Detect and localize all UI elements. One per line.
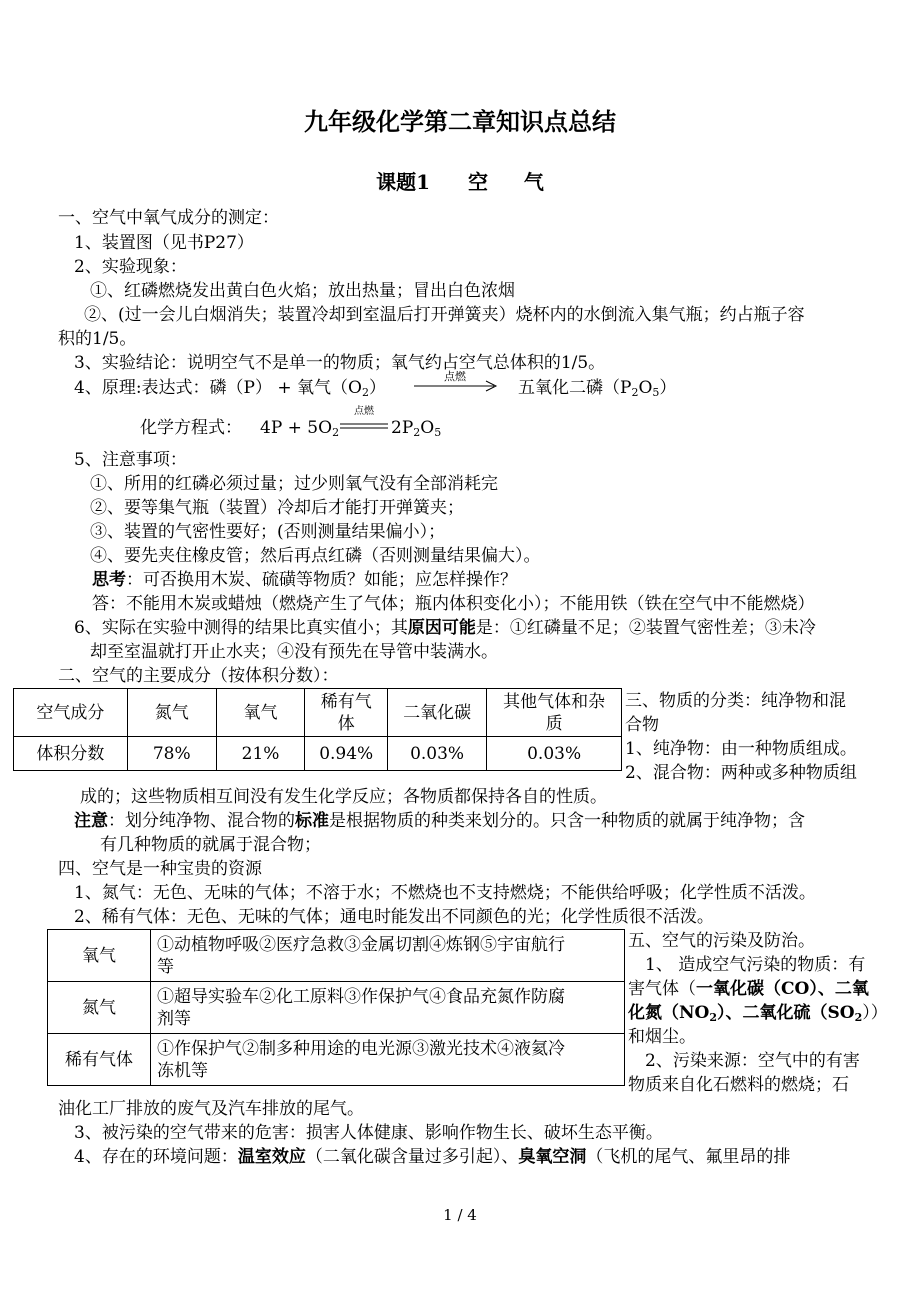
s4-nitrogen: 1、氮气：无色、无味的气体；不溶于水；不燃烧也不支持燃烧；不能供给呼吸；化学性质不活泼。 (74, 883, 816, 903)
table-cell: ①作保护气②制多种用途的电光源③激光技术④液氦冷 冻机等 (151, 1034, 625, 1086)
page-title: 九年级化学第二章知识点总结 (304, 107, 616, 136)
s5-p1a: 1、 造成空气污染的物质：有 (645, 955, 866, 975)
gas-uses-table (47, 929, 625, 1086)
subtitle-char-1: 空 (467, 170, 488, 194)
table-header: 空气成分 (14, 689, 128, 737)
s5-p1c: 化氮$(NO_2)$、二氧化硫$(SO_2)$） (628, 1003, 888, 1024)
s3-note-cont: 有几种物质的就属于混合物； (100, 835, 321, 855)
arrow-icon (410, 370, 500, 400)
s5-p2c: 油化工厂排放的废气及汽车排放的尾气。 (58, 1099, 364, 1119)
chemical-equation-label: 化学方程式： (140, 418, 242, 438)
s1-heading: 一、空气中氧气成分的测定： (58, 208, 279, 228)
s5-heading: 五、空气的污染及防治。 (628, 931, 815, 951)
table-cell: 0.03% (487, 737, 622, 771)
s5-p2b: 物质来自化石燃料的燃烧；石 (628, 1075, 849, 1095)
s1-phenomenon-2a: ②、(过一会儿白烟消失；装置冷却到室温后打开弹簧夹）烧杯内的水倒流入集气瓶；约占瓶子容 (84, 305, 805, 325)
table-cell: 0.03% (387, 737, 486, 771)
s1-note-1: ①、所用的红磷必须过量；过少则氧气没有全部消耗完 (90, 474, 498, 494)
s2-heading: 二、空气的主要成分（按体积分数）： (58, 666, 339, 686)
s1-item6-cont: 却至室温就打开止水夹；④没有预先在导管中装满水。 (90, 642, 498, 662)
s1-item5: 5、注意事项： (74, 450, 187, 470)
table-cell: 21% (216, 737, 305, 771)
section-subtitle (0, 169, 920, 195)
table-header: 稀有气 体 (305, 689, 388, 737)
table-cell: 78% (127, 737, 216, 771)
s3-heading-b: 合物 (625, 715, 659, 735)
reaction-arrow (410, 370, 500, 400)
s1-think: 思考：可否换用木炭、硫磺等物质？如能；应怎样操作？ (92, 570, 517, 590)
subtitle-char-2: 气 (523, 170, 544, 194)
s5-p2a: 2、污染来源：空气中的有害 (645, 1051, 860, 1071)
s1-phenomenon-2b: 积的1/5。 (58, 329, 137, 349)
s1-item3: 3、实验结论：说明空气不是单一的物质；氧气约占空气总体积的1/5。 (74, 353, 606, 373)
s1-item4-product: 五氧化二磷$(P_2O_5)$ (518, 378, 677, 399)
table-header: 氮气 (127, 689, 216, 737)
subtitle-topic: 课题1 (376, 170, 431, 194)
s1-note-2: ②、要等集气瓶（装置）冷却后才能打开弹簧夹； (90, 498, 464, 518)
s5-p1d: 和烟尘。 (628, 1027, 696, 1047)
s1-phenomenon-1: ①、红磷燃烧发出黄白色火焰；放出热量；冒出白色浓烟 (90, 281, 515, 301)
s4-rare-gas: 2、稀有气体：无色、无味的气体；通电时能发出不同颜色的光；化学性质很不活泼。 (74, 907, 714, 927)
s5-p4: 4、存在的环境问题：温室效应（二氧化碳含量过多引起）、臭氧空洞（飞机的尾气、氟里昂的排 (74, 1147, 791, 1167)
chemical-equation-left: $4P + 5O_2$ (260, 418, 340, 439)
s1-item6: 6、实际在实验中测得的结果比真实值小；其原因可能是：①红磷量不足；②装置气密性差；③未冷 (74, 618, 816, 638)
equation-equals (338, 406, 390, 436)
table-header: 其他气体和杂 质 (487, 689, 622, 737)
table-row (14, 737, 622, 771)
table-cell: 稀有气体 (48, 1034, 151, 1086)
equation-condition: 点燃 (354, 406, 374, 417)
table-header: 二氧化碳 (387, 689, 486, 737)
s1-answer: 答：不能用木炭或蜡烛（燃烧产生了气体；瓶内体积变化小）；不能用铁（铁在空气中不能燃烧） (92, 594, 815, 614)
table-row (48, 1034, 625, 1086)
s3-mixture-b: 成的；这些物质相互间没有发生化学反应；各物质都保持各自的性质。 (80, 787, 607, 807)
table-cell: 氮气 (48, 982, 151, 1034)
chemical-equation-right: $2P_2O_5$ (391, 418, 442, 439)
s3-mixture-a: 2、混合物：两种或多种物质组 (625, 763, 857, 783)
s3-note: 注意：划分纯净物、混合物的标准是根据物质的种类来划分的。只含一种物质的就属于纯净物；含 (74, 811, 805, 831)
table-row (48, 982, 625, 1034)
air-composition-table (13, 688, 622, 771)
table-cell: 氧气 (48, 930, 151, 982)
s3-heading-a: 三、物质的分类：纯净物和混 (625, 691, 846, 711)
s1-item4: 4、原理:表达式：磷（P） + 氧气$(O_2)$ (74, 378, 386, 399)
s1-item2: 2、实验现象： (74, 257, 187, 277)
table-cell: 体积分数 (14, 737, 128, 771)
table-cell: 0.94% (305, 737, 388, 771)
page-number: 1 / 4 (443, 1206, 477, 1224)
double-line-icon (338, 406, 390, 436)
arrow-condition: 点燃 (444, 370, 466, 383)
table-row (14, 689, 622, 737)
s4-heading: 四、空气是一种宝贵的资源 (58, 859, 262, 879)
table-cell: ①超导实验车②化工原料③作保护气④食品充氮作防腐 剂等 (151, 982, 625, 1034)
s1-item1: 1、装置图（见书P27） (74, 233, 254, 253)
s1-note-4: ④、要先夹住橡皮管；然后再点红磷（否则测量结果偏大）。 (90, 546, 541, 566)
s3-pure: 1、纯净物：由一种物质组成。 (625, 739, 857, 759)
s5-p1b: 害气体（一氧化碳（CO）、二氧 (628, 979, 869, 999)
s5-p3: 3、被污染的空气带来的危害：损害人体健康、影响作物生长、破坏生态平衡。 (74, 1123, 663, 1143)
s1-note-3: ③、装置的气密性要好；(否则测量结果偏小）； (90, 522, 446, 542)
table-cell: ①动植物呼吸②医疗急救③金属切割④炼钢⑤宇宙航行 等 (151, 930, 625, 982)
table-row (48, 930, 625, 982)
table-header: 氧气 (216, 689, 305, 737)
